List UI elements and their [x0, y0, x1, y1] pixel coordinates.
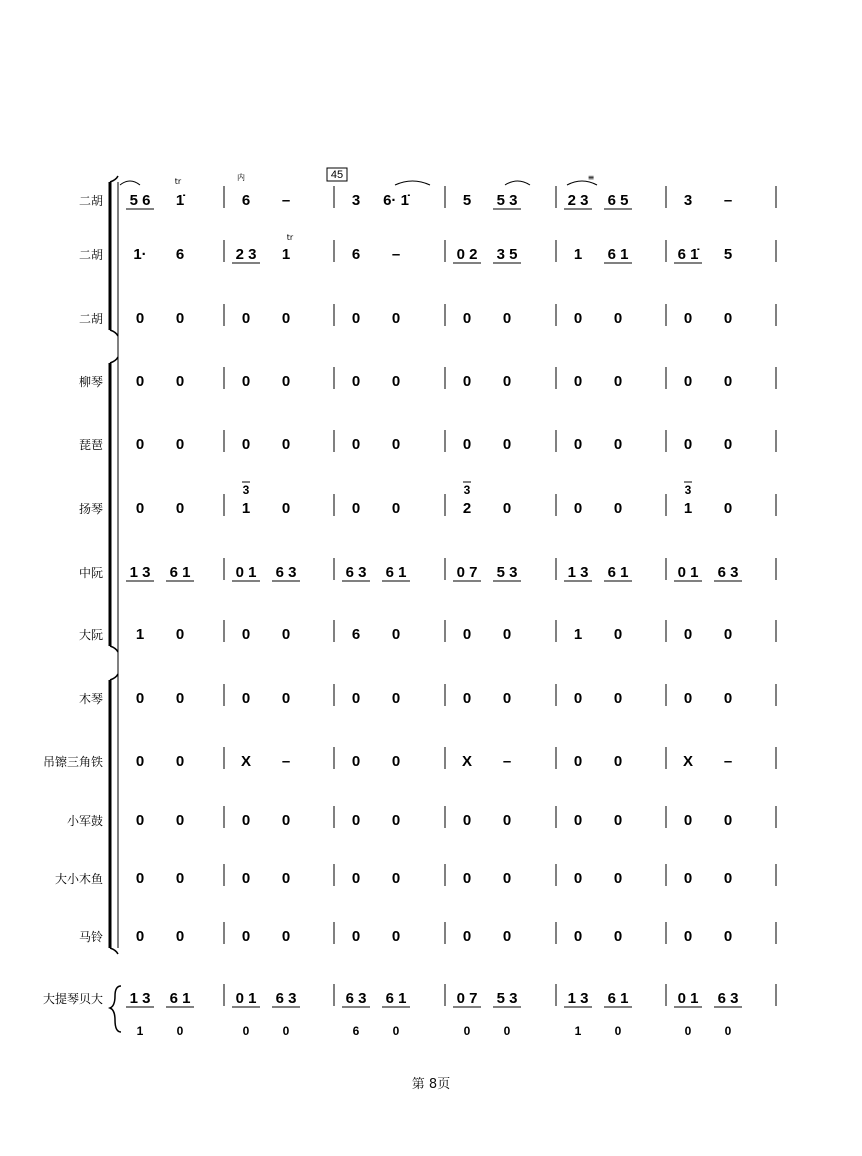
system-bracket [110, 176, 118, 336]
ornament-nei: 内 [237, 173, 245, 182]
note: 0 [723, 928, 733, 945]
note: 6 1 [607, 990, 629, 1007]
note: 0 [175, 500, 185, 517]
rehearsal-mark [327, 168, 347, 181]
note: 0 [683, 310, 693, 327]
note: 5 [462, 192, 472, 209]
note: 0 [613, 928, 623, 945]
note: – [281, 192, 291, 209]
note: X [682, 753, 694, 770]
note: 0 [613, 870, 623, 887]
note: – [723, 753, 733, 770]
note: 0 [502, 626, 512, 643]
note: 0 1 [677, 990, 699, 1007]
note: 0 [241, 436, 251, 453]
note: 0 1 [235, 564, 257, 581]
note: 0 [613, 373, 623, 390]
note: 0 [175, 753, 185, 770]
instrument-name: 木琴 [78, 692, 103, 706]
upper-note: 3 [463, 483, 471, 497]
note: 3 [683, 192, 693, 209]
note: 0 [613, 436, 623, 453]
note: 0 [351, 928, 361, 945]
note: 6 5 [607, 192, 629, 209]
note: 1 [281, 246, 291, 263]
note: 0 [241, 812, 251, 829]
note: 0 [683, 626, 693, 643]
note: 6 1̇ [677, 246, 699, 263]
note: 0 [723, 626, 733, 643]
note: 1 [241, 500, 251, 517]
note: 1 3 [129, 564, 151, 581]
lower-note: 1 [574, 1024, 582, 1038]
page-number: 第 8页 [411, 1077, 451, 1092]
note: 0 [462, 626, 472, 643]
note: 0 [281, 373, 291, 390]
note: X [461, 753, 473, 770]
system-bracket [110, 674, 118, 954]
staff-row [79, 304, 776, 327]
note: 1 [573, 246, 583, 263]
note: 0 [502, 870, 512, 887]
note: 0 [573, 500, 583, 517]
staff-row [79, 430, 776, 453]
note: 5 3 [496, 990, 518, 1007]
note: 0 2 [456, 246, 478, 263]
note: 1 [573, 626, 583, 643]
instrument-name: 二胡 [78, 248, 103, 262]
note: 0 [462, 870, 472, 887]
note: 0 [391, 500, 401, 517]
note: 0 [502, 812, 512, 829]
note: 0 [175, 310, 185, 327]
staff-row [79, 494, 776, 517]
note: 5 [723, 246, 733, 263]
instrument-name: 柳琴 [78, 375, 103, 389]
note: 0 [135, 870, 145, 887]
note: 0 7 [456, 564, 478, 581]
note: 0 [175, 870, 185, 887]
note: 2 3 [567, 192, 589, 209]
note: 0 [391, 753, 401, 770]
note: 0 [351, 310, 361, 327]
staff-row [79, 558, 776, 581]
note: 1 3 [567, 564, 589, 581]
staff-row [79, 684, 776, 707]
note: 6 [351, 246, 361, 263]
note: 0 [573, 928, 583, 945]
slur [395, 181, 430, 185]
note: 0 [573, 373, 583, 390]
note: 0 [351, 500, 361, 517]
note: 0 [135, 812, 145, 829]
note: 0 [683, 436, 693, 453]
instrument-name: 大阮 [78, 628, 103, 642]
note: 0 [281, 310, 291, 327]
note: 0 [723, 436, 733, 453]
note: 0 [241, 928, 251, 945]
instrument-name: 扬琴 [78, 502, 103, 516]
note: 0 [502, 500, 512, 517]
note: 6 1 [607, 564, 629, 581]
note: 0 [613, 753, 623, 770]
lower-note: 1 [136, 1024, 144, 1038]
instrument-name: 小军鼓 [66, 814, 103, 828]
note: 0 [241, 373, 251, 390]
note: 0 [175, 626, 185, 643]
note: 0 [391, 690, 401, 707]
note: 0 [613, 626, 623, 643]
staff-row [43, 747, 776, 770]
note: 0 [281, 436, 291, 453]
note: 0 [135, 753, 145, 770]
note: 0 [462, 690, 472, 707]
note: 0 [175, 928, 185, 945]
note: 5 6 [129, 192, 151, 209]
note: 0 [351, 753, 361, 770]
note: 0 [241, 870, 251, 887]
instrument-name: 吊镲三角铁 [42, 755, 103, 769]
note: 0 [723, 373, 733, 390]
lower-note: 0 [614, 1024, 622, 1038]
note: 3 5 [496, 246, 518, 263]
note: 2 [462, 500, 472, 517]
slur [120, 181, 140, 185]
note: 0 [241, 626, 251, 643]
note: 0 [135, 500, 145, 517]
note: 0 [351, 436, 361, 453]
lower-note: 0 [684, 1024, 692, 1038]
note: 0 [351, 870, 361, 887]
note: 0 [351, 690, 361, 707]
staff-row [79, 620, 776, 643]
note: 6 3 [717, 990, 739, 1007]
instrument-name: 二胡 [78, 312, 103, 326]
note: 6 3 [717, 564, 739, 581]
note: 6 1 [385, 990, 407, 1007]
upper-note: 3 [242, 483, 250, 497]
note: 0 1 [235, 990, 257, 1007]
note: 5 3 [496, 192, 518, 209]
note: 0 [391, 626, 401, 643]
note: 0 [613, 310, 623, 327]
slur [505, 181, 530, 185]
staff-row [79, 367, 776, 390]
note: 0 [391, 436, 401, 453]
note: 0 [462, 310, 472, 327]
instrument-name: 马铃 [78, 930, 103, 944]
note: 0 [281, 928, 291, 945]
note: 0 [281, 870, 291, 887]
note: – [502, 753, 512, 770]
lower-note: 0 [392, 1024, 400, 1038]
note: 0 [462, 373, 472, 390]
note: 0 [351, 373, 361, 390]
staff-row [43, 984, 776, 1038]
note: 0 [175, 690, 185, 707]
staff-row [79, 922, 776, 945]
staff-row [55, 864, 776, 887]
note: 6 [241, 192, 251, 209]
staff-row [79, 186, 776, 209]
rehearsal-number: 45 [330, 169, 344, 181]
note: – [723, 192, 733, 209]
note: 0 [723, 500, 733, 517]
note: 0 [241, 310, 251, 327]
staff-row [79, 240, 776, 263]
note: 6 [175, 246, 185, 263]
trill-mark: tr [286, 233, 294, 242]
note: 0 [573, 310, 583, 327]
lower-note: 0 [176, 1024, 184, 1038]
note: 0 [391, 870, 401, 887]
note: 0 [135, 928, 145, 945]
note: 0 [723, 812, 733, 829]
note: 0 [502, 310, 512, 327]
note: 0 [613, 500, 623, 517]
note: 6 [351, 626, 361, 643]
note: 0 [613, 690, 623, 707]
note: 0 [573, 753, 583, 770]
note: 2 3 [235, 246, 257, 263]
note: 0 [573, 870, 583, 887]
note: 0 [391, 928, 401, 945]
upper-note: 3 [684, 483, 692, 497]
note: 0 [683, 812, 693, 829]
note: 0 [683, 690, 693, 707]
note: 6 1 [169, 564, 191, 581]
note: 0 [281, 812, 291, 829]
note: – [391, 246, 401, 263]
instrument-name: 大提琴贝大 [42, 992, 103, 1006]
note: – [281, 753, 291, 770]
note: 0 [573, 812, 583, 829]
note: 0 [502, 690, 512, 707]
note: 1· [133, 246, 147, 263]
note: 0 [573, 690, 583, 707]
lower-note: 0 [463, 1024, 471, 1038]
system-bracket [110, 357, 118, 652]
note: 0 [723, 690, 733, 707]
note: 0 [683, 870, 693, 887]
note: 0 [462, 928, 472, 945]
note: 0 [573, 436, 583, 453]
staff-row [67, 806, 776, 829]
tremolo-mark: ≡ [587, 173, 595, 182]
note: 6 1 [169, 990, 191, 1007]
cello-brace [110, 986, 121, 1032]
note: 1 [135, 626, 145, 643]
note: 0 [502, 373, 512, 390]
note: 0 [683, 928, 693, 945]
note: 0 [462, 812, 472, 829]
note: 6 3 [275, 564, 297, 581]
lower-note: 0 [282, 1024, 290, 1038]
note: 1 3 [129, 990, 151, 1007]
note: 0 [502, 436, 512, 453]
note: 0 [281, 626, 291, 643]
note: 0 [723, 870, 733, 887]
note: 0 [391, 373, 401, 390]
note: 0 [175, 373, 185, 390]
lower-note: 6 [352, 1024, 360, 1038]
note: 0 [281, 500, 291, 517]
instrument-name: 琵琶 [78, 438, 103, 452]
note: 6 1 [607, 246, 629, 263]
note: X [240, 753, 252, 770]
lower-note: 0 [503, 1024, 511, 1038]
note: 6 3 [275, 990, 297, 1007]
lower-note: 0 [724, 1024, 732, 1038]
note: 0 [613, 812, 623, 829]
note: 0 [723, 310, 733, 327]
note: 6 3 [345, 990, 367, 1007]
note: 0 [135, 690, 145, 707]
note: 3 [351, 192, 361, 209]
note: 0 7 [456, 990, 478, 1007]
note: 0 [241, 690, 251, 707]
note: 0 [135, 310, 145, 327]
lower-note: 0 [242, 1024, 250, 1038]
note: 1 [683, 500, 693, 517]
note: 0 [281, 690, 291, 707]
note: 0 [135, 436, 145, 453]
instrument-name: 大小木鱼 [54, 872, 103, 886]
note: 0 1 [677, 564, 699, 581]
note: 0 [462, 436, 472, 453]
instrument-name: 中阮 [78, 566, 103, 580]
trill-mark: tr [174, 177, 182, 186]
note: 0 [351, 812, 361, 829]
note: 0 [175, 812, 185, 829]
note: 1̇ [175, 192, 185, 209]
note: 5 3 [496, 564, 518, 581]
note: 6 1 [385, 564, 407, 581]
note: 0 [135, 373, 145, 390]
note: 0 [502, 928, 512, 945]
note: 6 3 [345, 564, 367, 581]
note: 0 [391, 812, 401, 829]
note: 0 [175, 436, 185, 453]
note: 1 3 [567, 990, 589, 1007]
note: 0 [683, 373, 693, 390]
note: 0 [391, 310, 401, 327]
instrument-name: 二胡 [78, 194, 103, 208]
note: 6· 1̇ [383, 192, 409, 209]
